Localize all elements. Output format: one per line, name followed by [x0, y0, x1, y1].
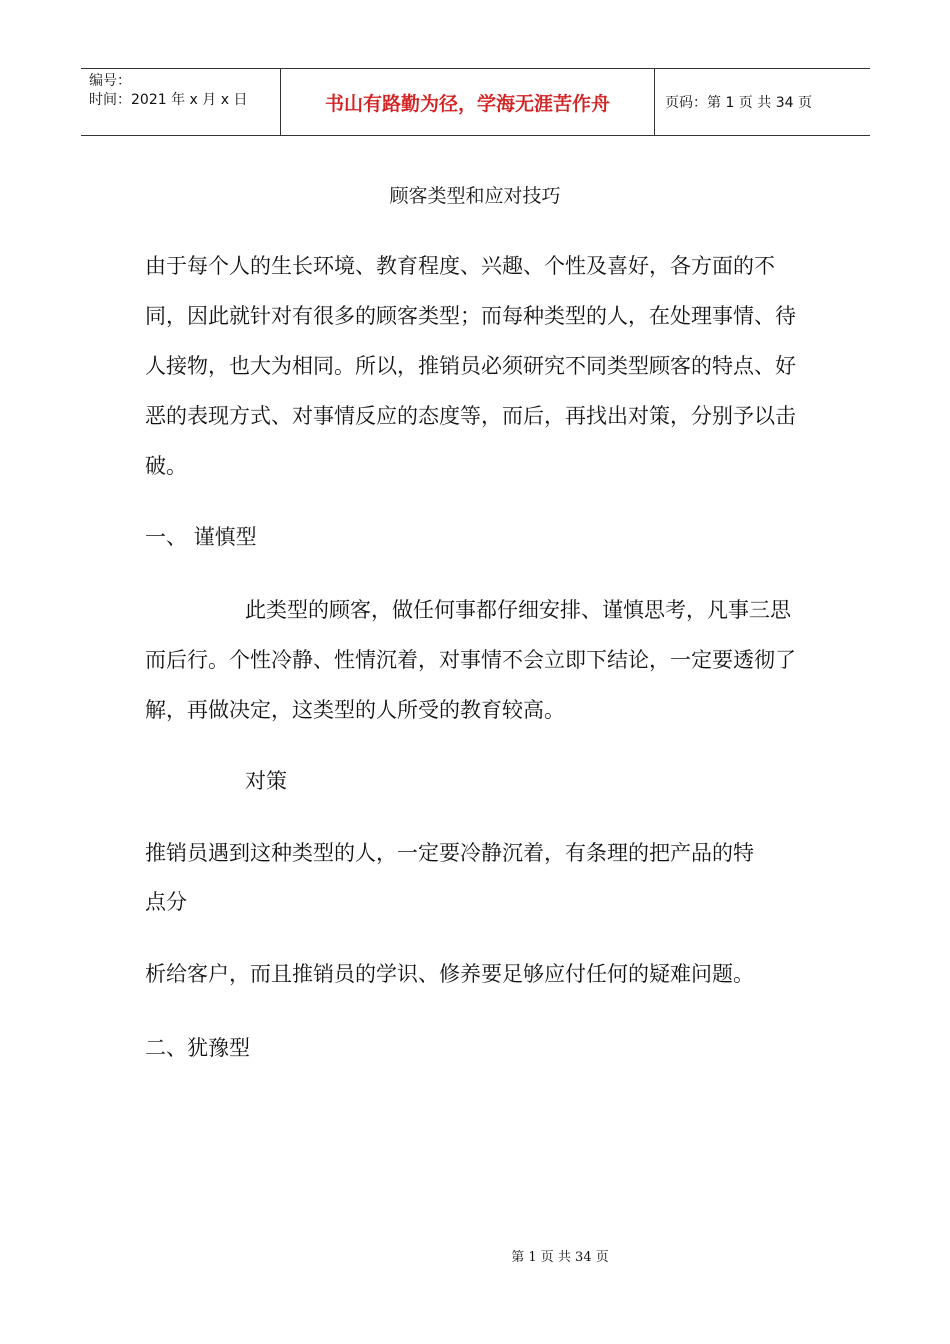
section2-heading: 二、犹豫型 [145, 1036, 250, 1060]
strategy-line-2: 点分 [145, 890, 187, 914]
header-info-cell [81, 69, 281, 135]
header-page-label: 页码：第 1 页 共 34 页 [665, 95, 812, 111]
strategy-line-3: 析给客户，而且推销员的学识、修养要足够应付任何的疑难问题。 [145, 962, 754, 986]
section1-heading: 一、 谨慎型 [145, 525, 257, 549]
document-title: 顾客类型和应对技巧 [389, 185, 561, 207]
number-label: 编号： [89, 73, 131, 89]
page-footer: 第 1 页 共 34 页 [511, 1250, 609, 1265]
strategy-line-1: 推销员遇到这种类型的人，一定要冷静沉着，有条理的把产品的特 [145, 841, 754, 865]
section1-body: 此类型的顾客，做任何事都仔细安排、谨慎思考，凡事三思而后行。个性冷静、性情沉着，对事情不会立即下结论，一定要透彻了解，再做决定，这类型的人所受的教育较高。 [145, 598, 796, 722]
header-motto: 书山有路勤为径，学海无涯苦作舟 [281, 69, 655, 135]
strategy-heading: 对策 [245, 769, 287, 793]
date-label: 时间：2021 年 x 月 x 日 [89, 92, 248, 108]
document-header [81, 68, 870, 136]
intro-paragraph: 由于每个人的生长环境、教育程度、兴趣、个性及喜好，各方面的不同，因此就针对有很多的顾客类型；而每种类型的人，在处理事情、待人接物，也大为相同。所以，推销员必须研究不同类型顾客的特点、好恶的表现方式、对事情反应的态度等，而后，再找出对策，分别予以击破。 [145, 254, 796, 478]
